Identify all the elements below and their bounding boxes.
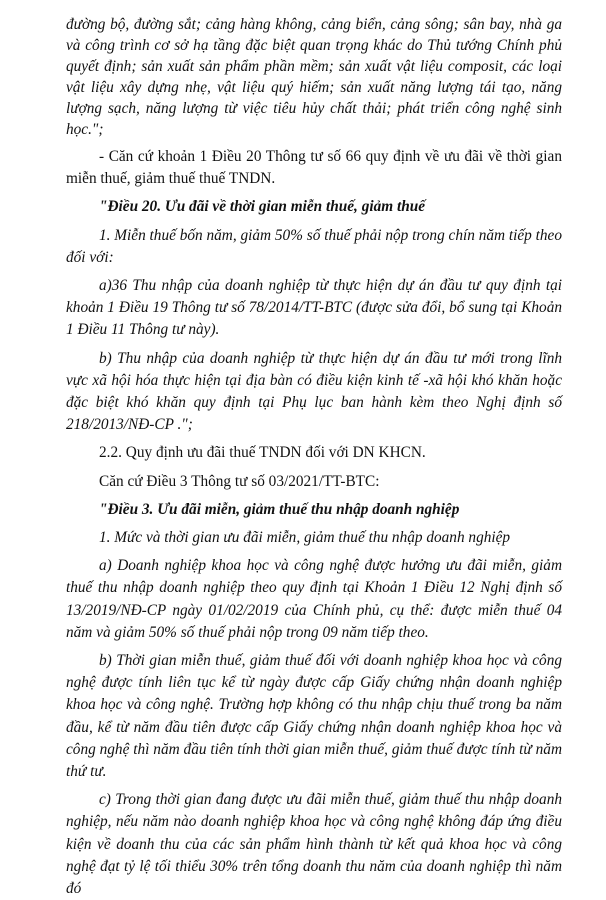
point-b-article-20: b) Thu nhập của doanh nghiệp từ thực hiện dự án đầu tư mới trong lĩnh vực xã hội hóa thực hiện tại địa bàn có điều kiện kinh tế -xã hội khó khăn hoặc đặc biệt khó khăn quy định tại Phụ lục ban hành kèm theo Nghị định số 218/2013/NĐ-CP ."; (66, 349, 562, 434)
paragraph-continuation: đường bộ, đường sắt; cảng hàng không, cảng biển, cảng sông; sân bay, nhà ga và công trình cơ sở hạ tầng đặc biệt quan trọng khác do Thủ tướng Chính phủ quyết định; sản xuất sản phẩm phần mềm; sản xuất vật liệu composit, các loại vật liệu xây dựng nhẹ, vật liệu quý hiếm; sản xuất năng lượng tái tạo, năng lượng sạch, năng lượng từ việc tiêu hủy chất thải; phát triển công nghệ sinh học."; (66, 16, 562, 138)
paragraph-article-3-basis: Căn cứ Điều 3 Thông tư số 03/2021/TT-BTC: (99, 472, 380, 490)
point-a-article-20: a)36 Thu nhập của doanh nghiệp từ thực hiện dự án đầu tư quy định tại khoản 1 Điều 19 Thông tư số 78/2014/TT-BTC (được sửa đổi, bổ sung tại Khoản 1 Điều 11 Thông tư này). (66, 277, 562, 339)
paragraph-article-20-basis: - Căn cứ khoản 1 Điều 20 Thông tư số 66 quy định về ưu đãi về thời gian miễn thuế, giảm thuế thuế TNDN. (66, 148, 562, 188)
section-2-2-heading: 2.2. Quy định ưu đãi thuế TNDN đối với DN KHCN. (99, 444, 426, 462)
clause-1-article-20: 1. Miễn thuế bốn năm, giảm 50% số thuế phải nộp trong chín năm tiếp theo đối với: (66, 226, 562, 266)
point-b-article-3: b) Thời gian miễn thuế, giảm thuế đối với doanh nghiệp khoa học và công nghệ được tính liên tục kể từ ngày được cấp Giấy chứng nhận doanh nghiệp khoa học và công nghệ. Trường hợp không có thu nhập chịu thuế trong ba năm đầu, kể từ năm đầu tiên được cấp Giấy chứng nhận doanh nghiệp khoa học và công nghệ thì năm đầu tiên tính thời gian miễn thuế, giảm thuế được tính từ năm thứ tư. (66, 652, 562, 781)
point-c-article-3: c) Trong thời gian đang được ưu đãi miễn thuế, giảm thuế thu nhập doanh nghiệp, nếu năm nào doanh nghiệp khoa học và công nghệ không đáp ứng điều kiện về doanh thu của các sản phẩm hình thành từ kết quả khoa học và công nghệ đạt tỷ lệ tối thiểu 30% trên tổng doanh thu năm của doanh nghiệp thì năm đó (66, 791, 562, 898)
point-a-article-3: a) Doanh nghiệp khoa học và công nghệ được hưởng ưu đãi miễn, giảm thuế thu nhập doanh nghiệp theo quy định tại Khoản 1 Điều 12 Nghị định số 13/2019/NĐ-CP ngày 01/02/2019 của Chính phủ, cụ thể: được miễn thuế 04 năm và giảm 50% số thuế phải nộp trong 09 năm tiếp theo. (66, 557, 562, 641)
heading-article-20: "Điều 20. Ưu đãi về thời gian miễn thuế, giảm thuế (99, 198, 426, 216)
clause-1-article-3: 1. Mức và thời gian ưu đãi miễn, giảm thuế thu nhập doanh nghiệp (99, 529, 511, 547)
heading-article-3: "Điều 3. Ưu đãi miễn, giảm thuế thu nhập doanh nghiệp (99, 500, 460, 518)
